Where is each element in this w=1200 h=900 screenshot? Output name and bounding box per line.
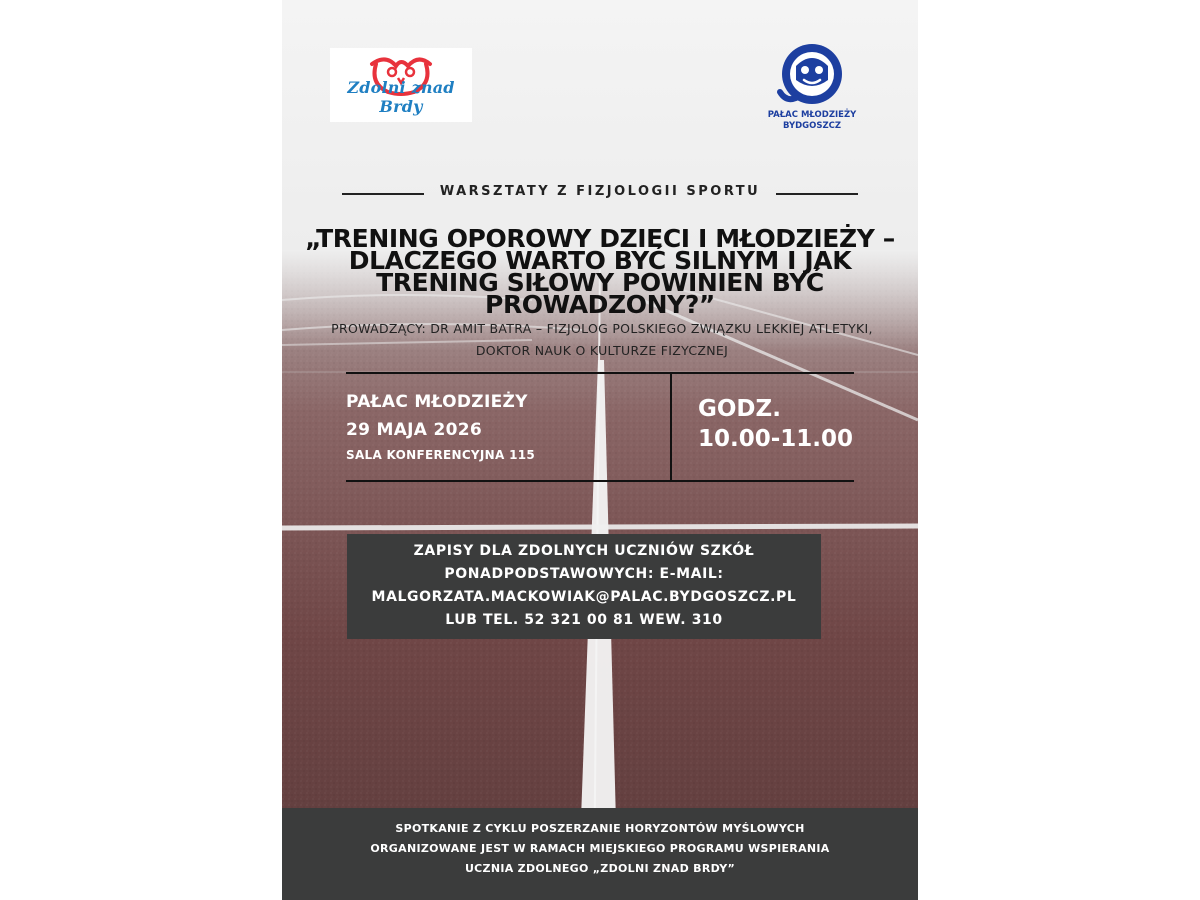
palac-mlodziezy-logo	[752, 40, 872, 140]
event-details-box	[346, 372, 854, 482]
registration-box	[347, 534, 821, 639]
subtitle-rule-right	[776, 193, 858, 195]
time-label: GODZ.	[698, 396, 781, 422]
title-line: DLACZEGO WARTO BYĆ SILNYM I JAK	[348, 246, 852, 275]
title-line: „TRENING OPOROWY DZIECI I MŁODZIEŻY –	[305, 224, 895, 253]
time-value: 10.00-11.00	[698, 426, 854, 452]
subtitle-row	[342, 184, 858, 204]
logo-name	[752, 110, 872, 132]
subtitle: WARSZTATY Z FIZJOLOGII SPORTU	[439, 184, 761, 199]
footer-line: UCZNIA ZDOLNEGO „ZDOLNI ZNAD BRDY”	[464, 862, 736, 875]
footer-box	[282, 808, 918, 900]
registration-line: PONADPODSTAWOWYCH: E-MAIL:	[444, 566, 724, 582]
title-line: PROWADZONY?”	[485, 290, 715, 319]
registration-phone: LUB TEL. 52 321 00 81 WEW. 310	[445, 612, 723, 628]
event-room: SALA KONFERENCYJNA 115	[346, 448, 536, 462]
event-date: 29 MAJA 2026	[346, 420, 482, 440]
details-divider	[670, 372, 672, 482]
zdolni-znad-brdy-logo	[330, 48, 472, 122]
registration-line: ZAPISY DLA ZDOLNYCH UCZNIÓW SZKÓŁ	[413, 543, 755, 559]
details-rule-bottom	[346, 480, 854, 482]
title-line: TRENING SIŁOWY POWINIEN BYĆ	[376, 268, 824, 297]
palace-mascot-icon	[752, 40, 872, 110]
poster	[282, 0, 918, 900]
presenter-line: DOKTOR NAUK O KULTURZE FIZYCZNEJ	[475, 343, 729, 358]
footer-line: SPOTKANIE Z CYKLU POSZERZANIE HORYZONTÓW MYŚLOWYCH	[395, 822, 805, 835]
presenter-info	[302, 318, 902, 362]
logo-text: Zdolni znad Brdy	[347, 78, 455, 116]
event-venue: PAŁAC MŁODZIEŻY	[346, 392, 528, 412]
presenter-line: PROWADZĄCY: DR AMIT BATRA – FIZJOLOG POLSKIEGO ZWIĄZKU LEKKIEJ ATLETYKI,	[331, 321, 873, 336]
logo-name-line1: PAŁAC MŁODZIEŻY	[767, 110, 857, 120]
registration-email[interactable]: MALGORZATA.MACKOWIAK@PALAC.BYDGOSZCZ.PL	[371, 589, 797, 605]
event-title	[296, 224, 904, 319]
logo-name-line2: BYDGOSZCZ	[782, 121, 842, 131]
details-rule-top	[346, 372, 854, 374]
footer-line: ORGANIZOWANE JEST W RAMACH MIEJSKIEGO PROGRAMU WSPIERANIA	[370, 842, 830, 855]
